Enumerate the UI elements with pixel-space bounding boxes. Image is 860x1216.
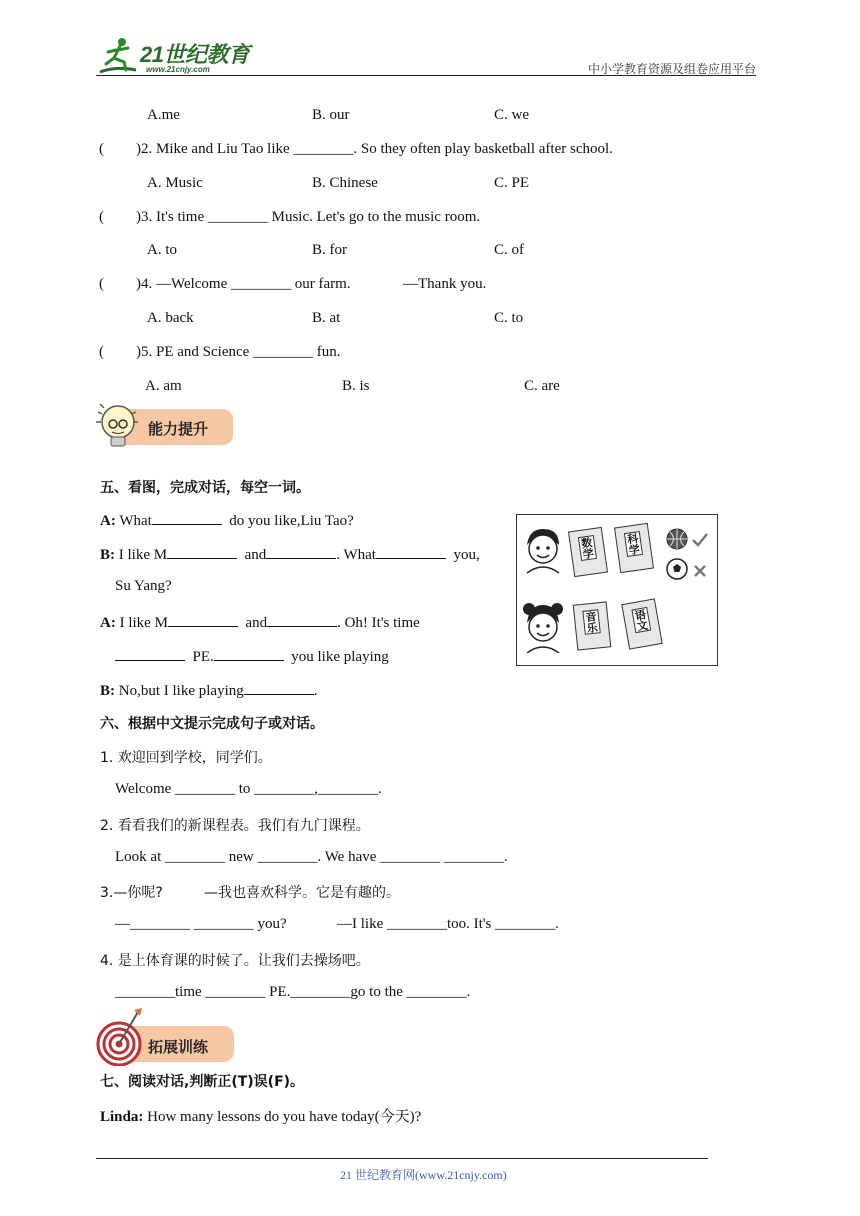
s6-item4-en: ________time ________ PE.________go to the ________.: [115, 984, 471, 1000]
girl-face-icon: [519, 599, 567, 653]
q3-text: )3. It's time ________ Music. Let's go to the music room.: [136, 209, 481, 225]
q4-reply: —Thank you.: [403, 276, 487, 292]
check-icon: [691, 531, 709, 549]
q3-option-b: B. for: [312, 242, 347, 258]
q4-option-a: A. back: [147, 310, 194, 326]
section6-title: 六、根据中文提示完成句子或对话。: [100, 716, 324, 732]
boy-face-icon: [521, 527, 565, 575]
logo-url: www.21cnjy.com: [146, 65, 210, 74]
s5-line3: Su Yang?: [115, 578, 172, 594]
section7-title: 七、阅读对话,判断正(T)误(F)。: [100, 1074, 305, 1090]
q5-paren: (: [99, 344, 104, 360]
s6-item2-en: Look at ________ new ________. We have ________ ________.: [115, 849, 508, 865]
q1-option-b: B. our: [312, 107, 350, 123]
footer-text: 21 世纪教育网(www.21cnjy.com): [340, 1168, 507, 1182]
q2-paren: (: [99, 141, 104, 157]
q2-option-c: C. PE: [494, 175, 530, 191]
section-badge-ability-label: 能力提升: [148, 420, 209, 438]
site-name: 中小学教育资源及组卷应用平台: [587, 62, 756, 76]
soccer-ball-icon: [665, 557, 689, 581]
q4-paren: (: [99, 276, 104, 292]
target-icon: [94, 1006, 148, 1066]
s6-item3-en-b: —I like ________too. It's ________.: [337, 916, 559, 932]
book-chinese: 语文: [621, 598, 662, 649]
s5-line2: B: I like M and . What you,: [100, 544, 480, 564]
q1-option-c: C. we: [494, 107, 529, 123]
s6-item3-cn-a: 3.—你呢?: [100, 885, 163, 901]
footer-divider: [96, 1158, 708, 1159]
book-music: 音乐: [573, 601, 612, 650]
book-science: 科学: [614, 523, 654, 573]
s6-item3-cn-b: —我也喜欢科学。它是有趣的。: [204, 885, 400, 901]
s5-line5: PE. you like playing: [115, 646, 389, 666]
q2-text: )2. Mike and Liu Tao like ________. So they often play basketball after school.: [136, 141, 613, 157]
q4-text: )4. —Welcome ________ our farm.: [136, 276, 351, 292]
section-badge-extension-label: 拓展训练: [148, 1038, 209, 1056]
book-math: 数学: [568, 527, 608, 577]
runner-logo-icon: [96, 34, 140, 78]
s5-line4: A: I like M and . Oh! It's time: [100, 612, 420, 632]
subject-picture: [516, 514, 718, 666]
s5-line6: B: No,but I like playing .: [100, 680, 317, 700]
s7-line1: Linda: How many lessons do you have today(今天)?: [100, 1109, 422, 1125]
header-divider: [96, 75, 756, 76]
q5-option-a: A. am: [145, 378, 182, 394]
q4-option-b: B. at: [312, 310, 341, 326]
lightbulb-icon: [92, 400, 142, 450]
s5-line1: A: What do you like,Liu Tao?: [100, 510, 354, 530]
logo-text: 21世纪教育: [140, 42, 250, 67]
s6-item1-en: Welcome ________ to ________,________.: [115, 781, 382, 797]
q4-option-c: C. to: [494, 310, 524, 326]
s6-item2-cn: 2. 看看我们的新课程表。我们有九门课程。: [100, 818, 370, 834]
q5-text: )5. PE and Science ________ fun.: [136, 344, 341, 360]
q2-option-a: A. Music: [147, 175, 203, 191]
q2-option-b: B. Chinese: [312, 175, 378, 191]
cross-icon: [692, 563, 708, 579]
q3-paren: (: [99, 209, 104, 225]
s6-item4-cn: 4. 是上体育课的时候了。让我们去操场吧。: [100, 953, 370, 969]
q5-option-b: B. is: [342, 378, 370, 394]
q5-option-c: C. are: [524, 378, 560, 394]
logo: [96, 34, 266, 78]
q3-option-a: A. to: [147, 242, 177, 258]
s6-item3-en-a: —________ ________ you?: [115, 916, 287, 932]
s6-item1-cn: 1. 欢迎回到学校，同学们。: [100, 750, 272, 766]
q1-option-a: A.me: [147, 107, 180, 123]
basketball-icon: [665, 527, 689, 551]
section5-title: 五、看图，完成对话，每空一词。: [100, 480, 310, 496]
q3-option-c: C. of: [494, 242, 524, 258]
